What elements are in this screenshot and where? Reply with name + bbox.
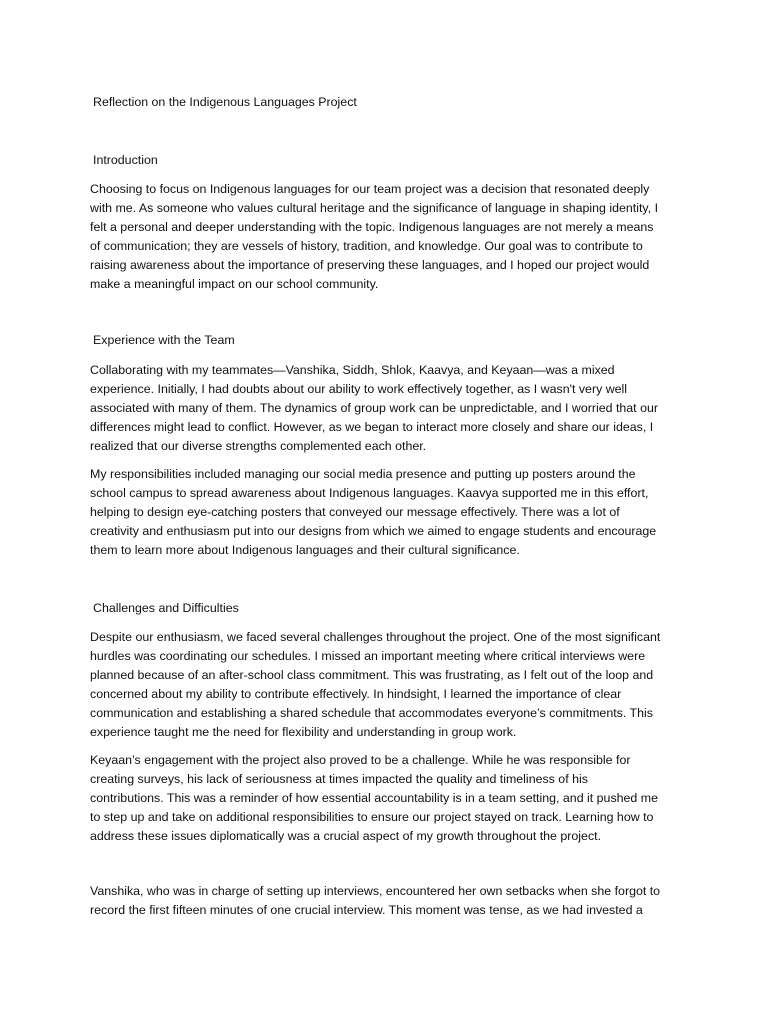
text-line: experience. Initially, I had doubts about our ability to work effectively together, as I wasn't very well (90, 381, 628, 396)
text-line: helping to design eye-catching posters that conveyed our message effectively. There was a lot of (90, 504, 620, 519)
text-line: with me. As someone who values cultural heritage and the significance of language in shaping identity, I (90, 200, 659, 215)
text-line: experience taught me the need for flexibility and understanding in group work. (90, 724, 517, 739)
text-line: differences might lead to conflict. However, as we began to interact more closely and share our ideas, I (90, 419, 654, 434)
text-line: record the first fifteen minutes of one crucial interview. This moment was tense, as we had invested a (90, 902, 643, 917)
text-line: address these issues diplomatically was a crucial aspect of my growth throughout the project. (90, 828, 602, 843)
text-line: creativity and enthusiasm put into our designs from which we aimed to engage students and encourage (90, 523, 657, 538)
text-line: make a meaningful impact on our school community. (90, 276, 379, 291)
text-line: concerned about my ability to contribute effectively. In hindsight, I learned the importance of clear (90, 686, 622, 701)
paragraph-introduction (90, 180, 680, 293)
text-line: Choosing to focus on Indigenous languages for our team project was a decision that resonated deeply (90, 182, 650, 196)
text-line: raising awareness about the importance of preserving these languages, and I hoped our project would (90, 257, 650, 272)
text-line: My responsibilities included managing our social media presence and putting up posters around the (90, 467, 636, 481)
paragraph-challenges-1 (90, 628, 680, 741)
text-line: contributions. This was a reminder of how essential accountability is in a team setting, and it pushed me (90, 790, 658, 805)
text-line: of communication; they are vessels of history, tradition, and knowledge. Our goal was to contribute to (90, 238, 643, 253)
paragraph-challenges-3 (90, 882, 680, 920)
text-line: Keyaan’s engagement with the project also proved to be a challenge. While he was responsible for (90, 753, 631, 767)
paragraph-challenges-2 (90, 751, 680, 846)
text-line: associated with many of them. The dynamics of group work can be unpredictable, and I worried that our (90, 400, 658, 415)
text-line: them to learn more about Indigenous languages and their cultural significance. (90, 542, 520, 557)
section-heading-team: Experience with the Team (93, 333, 235, 347)
text-line: felt a personal and deeper understanding with the topic. Indigenous languages are not merely a means (90, 219, 654, 234)
text-line: hurdles was coordinating our schedules. I missed an important meeting where critical interviews were (90, 648, 646, 663)
text-line: Collaborating with my teammates—Vanshika, Siddh, Shlok, Kaavya, and Keyaan—was a mixed (90, 363, 615, 377)
text-line: school campus to spread awareness about Indigenous languages. Kaavya supported me in this effort, (90, 485, 649, 500)
section-heading-introduction: Introduction (93, 153, 158, 167)
text-line: creating surveys, his lack of seriousness at times impacted the quality and timeliness of his (90, 771, 588, 786)
paragraph-team-1 (90, 361, 680, 456)
text-line: to step up and take on additional responsibilities to ensure our project stayed on track. Learning how to (90, 809, 654, 824)
section-heading-challenges: Challenges and Difficulties (93, 601, 239, 615)
text-line: communication and establishing a shared schedule that accommodates everyone’s commitments. This (90, 705, 653, 720)
text-line: Vanshika, who was in charge of setting up interviews, encountered her own setbacks when she forgot to (90, 884, 661, 898)
document-title: Reflection on the Indigenous Languages Project (93, 95, 357, 109)
text-line: realized that our diverse strengths complemented each other. (90, 438, 427, 453)
text-line: planned because of an after-school class commitment. This was frustrating, as I felt out of the loop and (90, 667, 654, 682)
paragraph-team-2 (90, 465, 680, 560)
text-line: Despite our enthusiasm, we faced several challenges throughout the project. One of the most significant (90, 630, 661, 644)
